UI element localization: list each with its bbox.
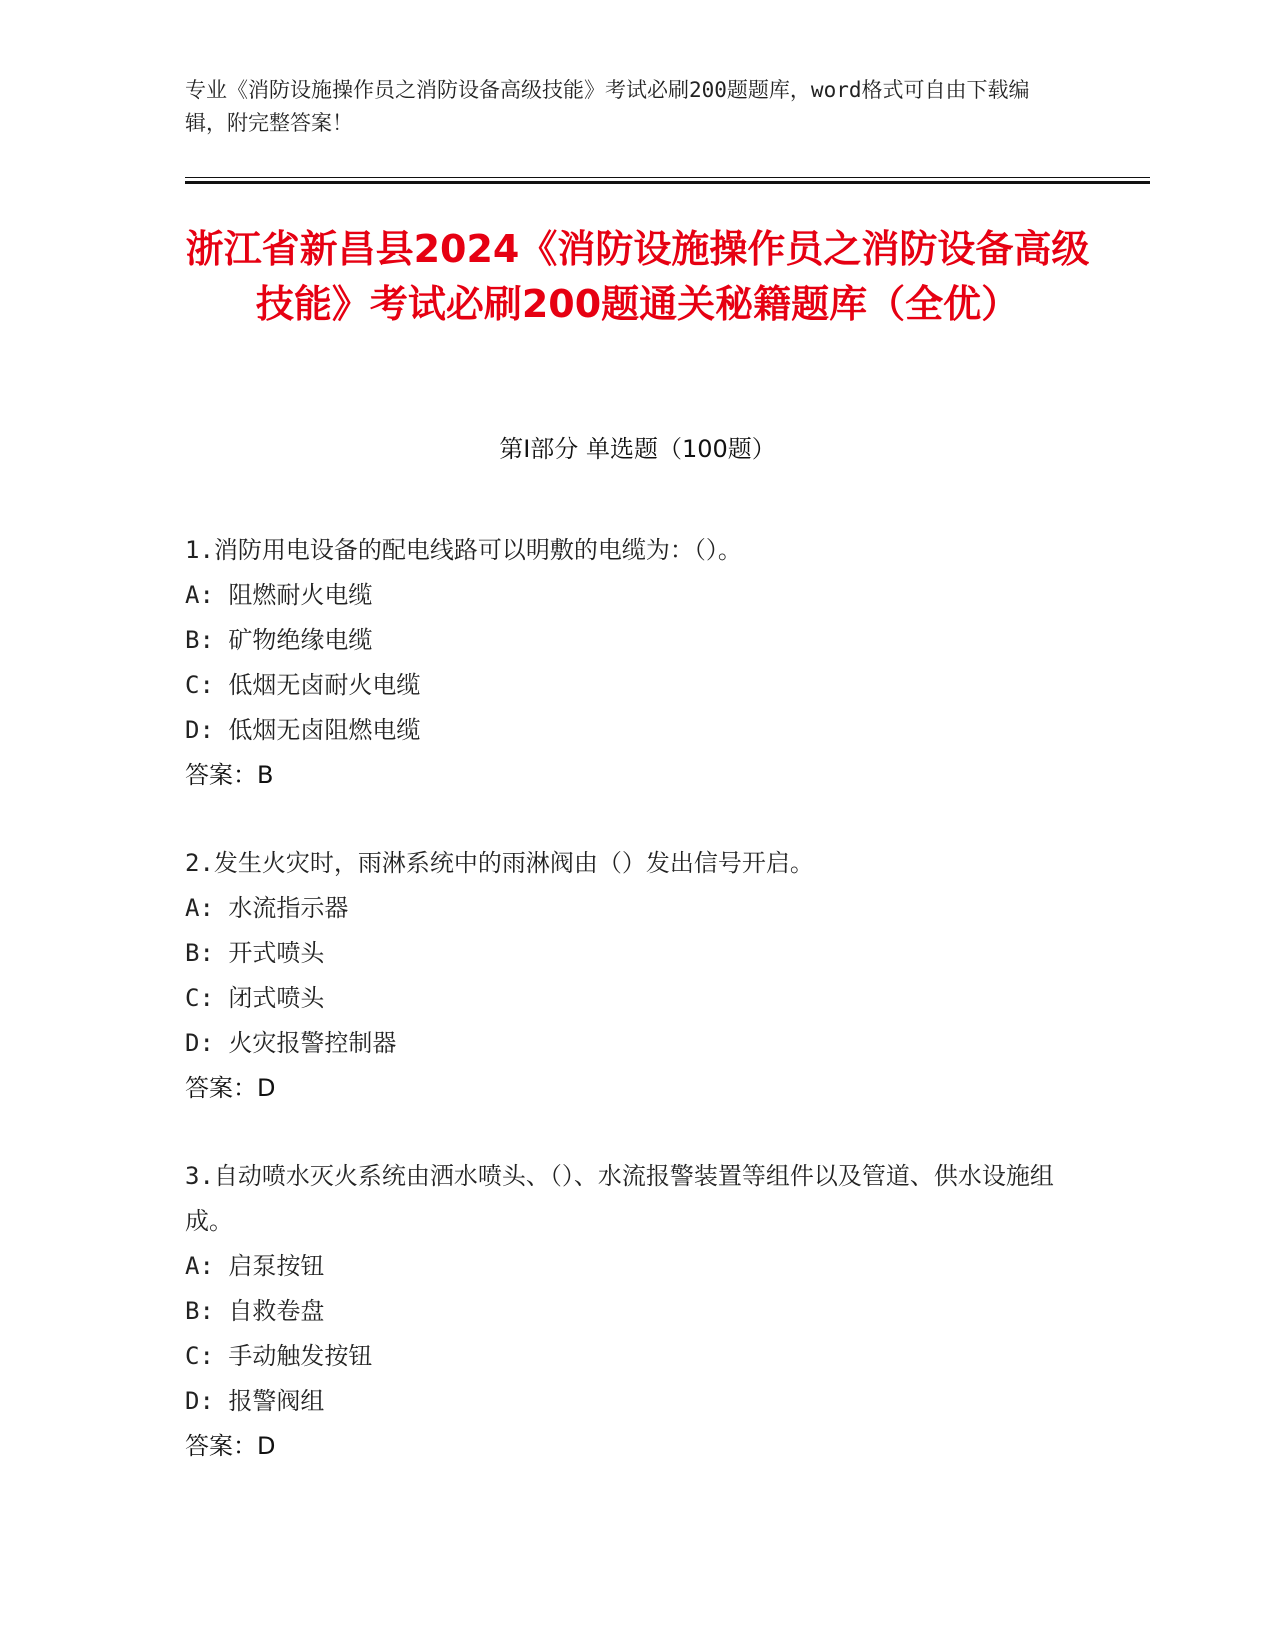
header-divider-thin	[185, 177, 1150, 178]
question-2	[185, 841, 1065, 1111]
question-stem: 1.消防用电设备的配电线路可以明敷的电缆为：（）。	[185, 536, 742, 564]
option-a: A: 阻燃耐火电缆	[185, 581, 373, 609]
option-c: C: 手动触发按钮	[185, 1342, 373, 1370]
option-d: D: 火灾报警控制器	[185, 1029, 397, 1057]
header-note: 专业《消防设施操作员之消防设备高级技能》考试必刷200题题库，word格式可自由下载编辑，附完整答案！	[185, 78, 1030, 135]
question-stem: 3.自动喷水灭火系统由洒水喷头、（）、水流报警装置等组件以及管道、供水设施组成。	[185, 1162, 1054, 1235]
section-title: 第Ⅰ部分 单选题（100题）	[499, 435, 776, 463]
option-b: B: 矿物绝缘电缆	[185, 626, 373, 654]
option-a: A: 启泵按钮	[185, 1252, 325, 1280]
answer-line: 答案：B	[185, 761, 274, 789]
question-list	[185, 528, 1065, 1512]
option-b: B: 自救卷盘	[185, 1297, 325, 1325]
option-a: A: 水流指示器	[185, 894, 349, 922]
document-title: 浙江省新昌县2024《消防设施操作员之消防设备高级技能》考试必刷200题通关秘籍题库（全优）	[185, 227, 1090, 326]
option-d: D: 低烟无卤阻燃电缆	[185, 716, 421, 744]
question-stem: 2.发生火灾时，雨淋系统中的雨淋阀由（）发出信号开启。	[185, 849, 814, 877]
option-d: D: 报警阀组	[185, 1387, 325, 1415]
question-3	[185, 1154, 1065, 1469]
option-b: B: 开式喷头	[185, 939, 325, 967]
option-c: C: 低烟无卤耐火电缆	[185, 671, 421, 699]
option-c: C: 闭式喷头	[185, 984, 325, 1012]
answer-line: 答案：D	[185, 1074, 276, 1102]
header-divider-thick	[185, 181, 1150, 184]
answer-line: 答案：D	[185, 1432, 276, 1460]
question-1	[185, 528, 1065, 798]
